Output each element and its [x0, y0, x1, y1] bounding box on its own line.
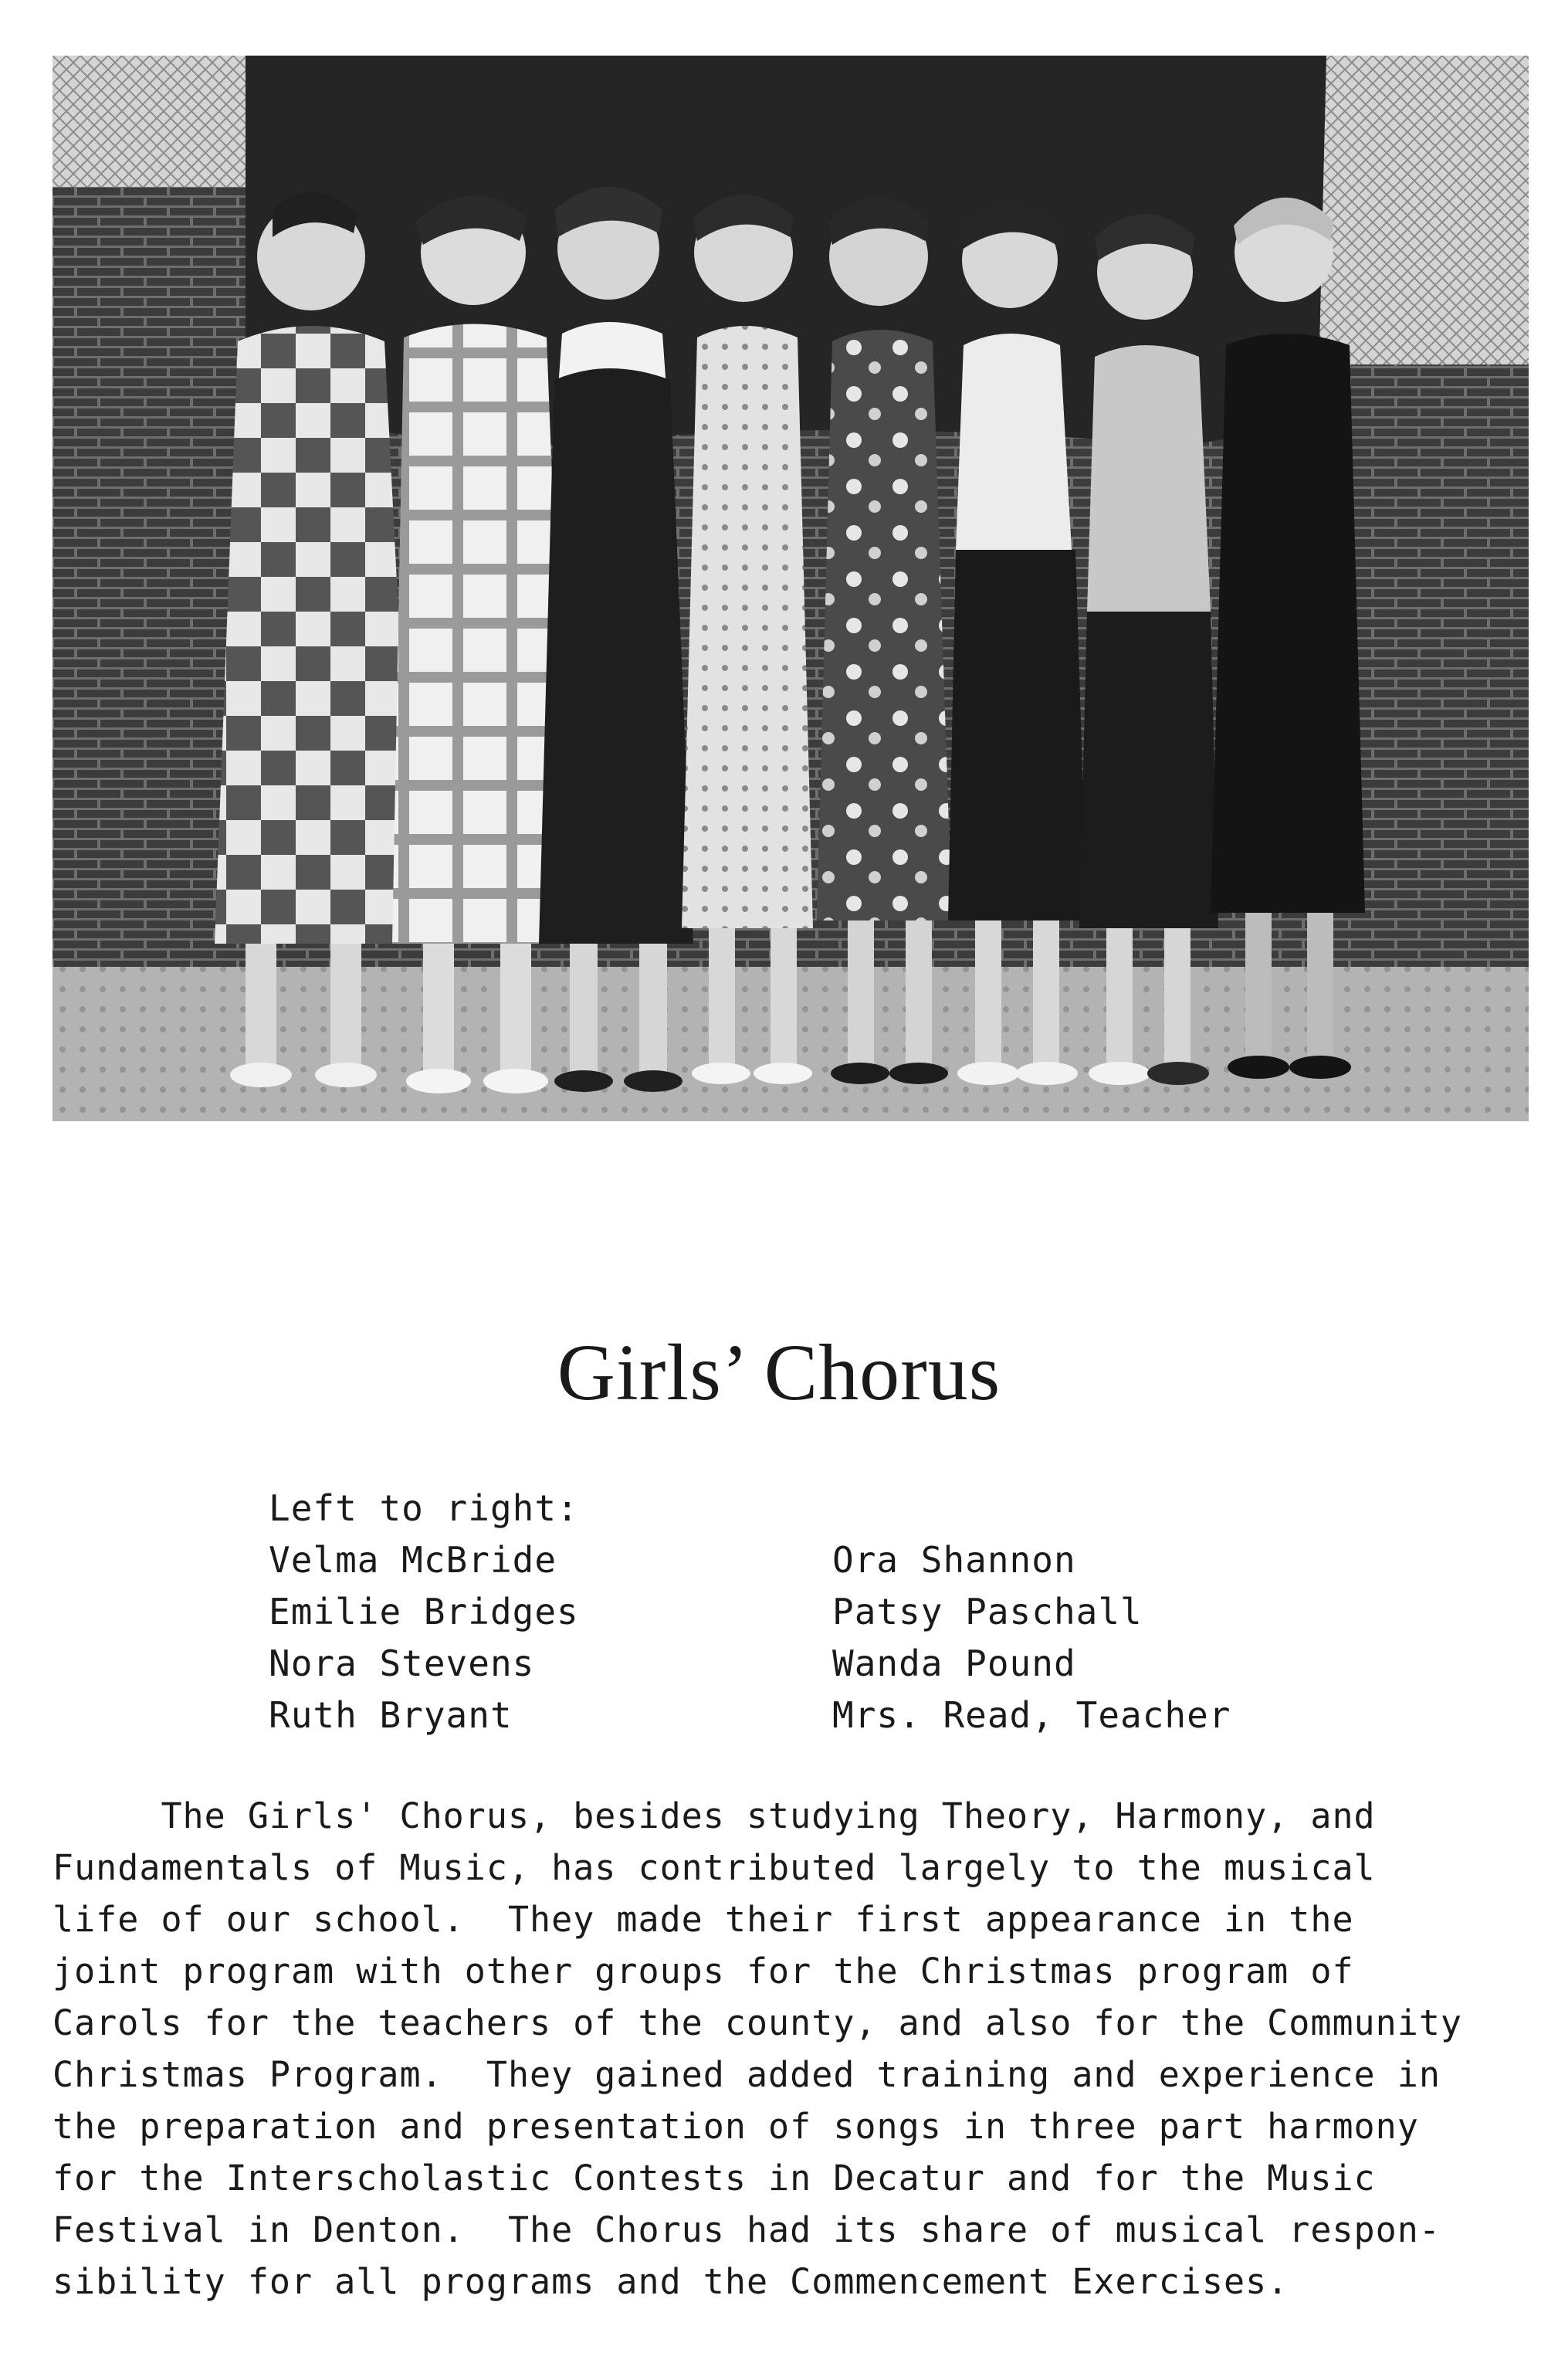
paragraph-line: The Girls' Chorus, besides studying Theory, Harmony, and: [52, 1795, 1376, 1836]
member-name: Wanda Pound: [832, 1643, 1076, 1684]
paragraph-line: for the Interscholastic Contests in Decatur and for the Music: [52, 2158, 1376, 2199]
paragraph-line: Fundamentals of Music, has contributed largely to the musical: [52, 1847, 1376, 1888]
paragraph-line: Carols for the teachers of the county, and also for the Community: [52, 2002, 1462, 2043]
member-name: Ora Shannon: [832, 1539, 1076, 1581]
teacher-name: Mrs. Read, Teacher: [832, 1694, 1231, 1736]
paragraph-line: sibility for all programs and the Commencement Exercises.: [52, 2261, 1289, 2302]
members-right-column: [832, 1534, 1231, 1741]
paragraph-line: joint program with other groups for the Christmas program of: [52, 1951, 1354, 1992]
member-name: Velma McBride: [269, 1539, 557, 1581]
member-name: Nora Stevens: [269, 1643, 535, 1684]
paragraph-line: the preparation and presentation of songs in three part harmony: [52, 2106, 1419, 2147]
members-left-column: [269, 1483, 579, 1741]
description-paragraph: [52, 1790, 1504, 2307]
group-photo-illustration: [52, 56, 1529, 1121]
paragraph-line: life of our school. They made their first appearance in the: [52, 1899, 1354, 1940]
paragraph-line: Christmas Program. They gained added training and experience in: [52, 2054, 1441, 2095]
paragraph-line: Festival in Denton. The Chorus had its share of musical respon-: [52, 2209, 1441, 2250]
page-title: Girls’ Chorus: [557, 1328, 1001, 1417]
names-heading: Left to right:: [269, 1487, 579, 1529]
member-name: Patsy Paschall: [832, 1591, 1143, 1632]
group-photo: [52, 56, 1529, 1121]
member-name: Ruth Bryant: [269, 1694, 513, 1736]
member-name: Emilie Bridges: [269, 1591, 579, 1632]
